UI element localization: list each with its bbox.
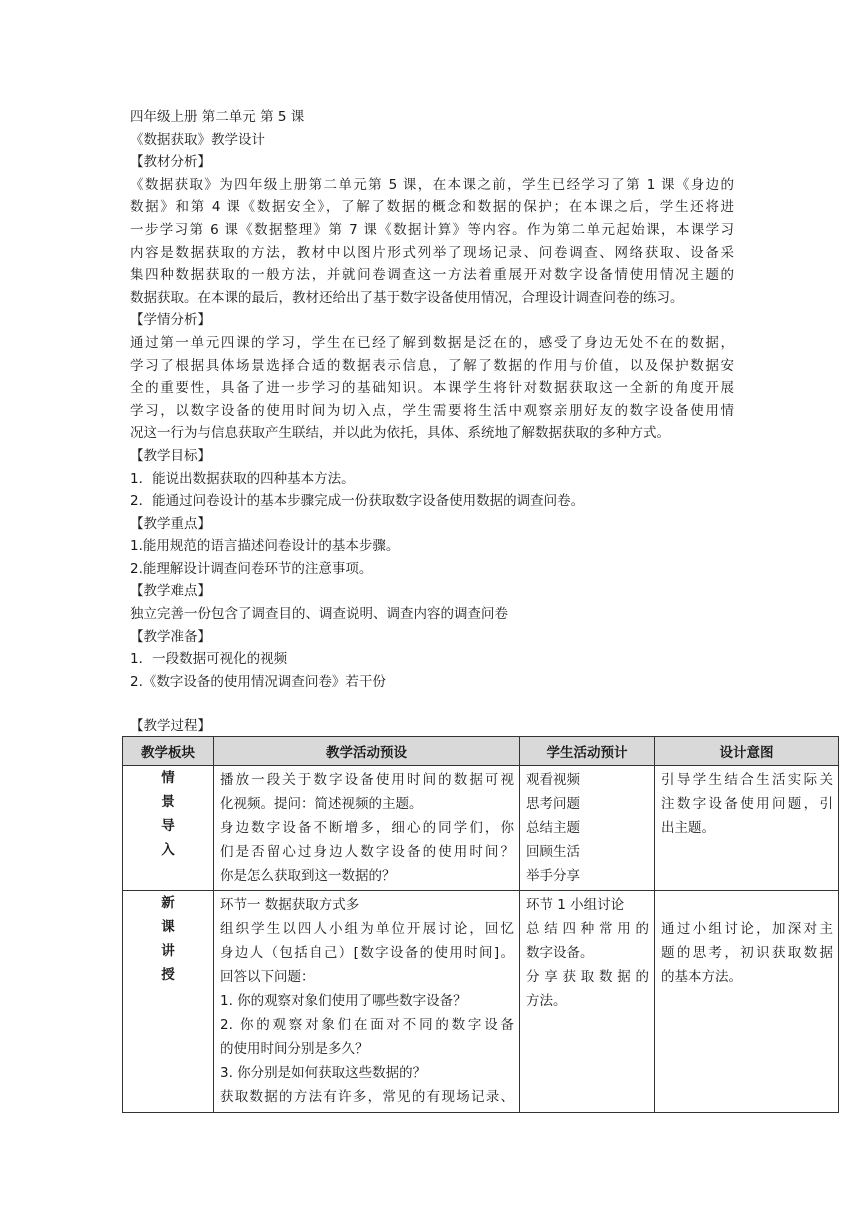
text-line: 内容是数据获取的方法，教材中以图片形式列举了现场记录、问卷调查、网络获取、设备采: [130, 244, 734, 261]
cell-line: 2. 你的观察对象们在面对不同的数字设备: [220, 1017, 514, 1033]
cell-line: 总结主题: [526, 820, 580, 836]
goal-item: 2．能通过问卷设计的基本步骤完成一份获取数字设备使用数据的调查问卷。: [130, 493, 585, 510]
cell-line: 分享获取数据的: [526, 969, 649, 985]
cell-line: 身边人（包括自己）[数字设备的使用时间]。: [220, 945, 514, 961]
text-line: 全的重要性，具备了进一步学习的基础知识。本课学生将针对数据获取这一全新的角度开展: [130, 380, 734, 397]
activity-cell: [214, 766, 520, 891]
design-intent-cell: [655, 891, 839, 1113]
cell-line: 环节一 数据获取方式多: [220, 897, 360, 913]
text-line: 一步学习第 6 课《数据整理》第 7 课《数据计算》等内容。作为第二单元起始课，本课学习: [130, 221, 734, 238]
section-cell: [123, 766, 214, 891]
cell-line: 回顾生活: [526, 844, 580, 860]
cell-line: 引导学生结合生活实际关: [661, 772, 833, 788]
section-char: 新: [161, 895, 175, 911]
section-char: 讲: [161, 943, 175, 959]
cell-line: 化视频。提问：简述视频的主题。: [220, 796, 423, 812]
grade-line: 四年级上册 第二单元 第 5 课: [130, 109, 305, 125]
preparation-heading: 【教学准备】: [130, 628, 211, 645]
document-title: 《数据获取》教学设计: [130, 131, 265, 148]
cell-line: 环节 1 小组讨论: [526, 897, 625, 913]
goal-heading: 【教学目标】: [130, 447, 211, 464]
cell-line: 你是怎么获取到这一数据的？: [220, 868, 396, 884]
cell-line: 观看视频: [526, 772, 580, 788]
preparation-item: 2.《数字设备的使用情况调查问卷》若干份: [130, 673, 386, 690]
text-line: 学习，以数字设备的使用时间为切入点，学生需要将生活中观察亲朋好友的数字设备使用情: [130, 402, 734, 419]
key-point-item: 1.能用规范的语言描述问卷设计的基本步骤。: [130, 538, 400, 555]
cell-line: 题的思考，初识获取数据: [661, 945, 833, 961]
section-cell: [123, 891, 214, 1113]
section-char: 导: [161, 818, 175, 834]
cell-line: 数字设备。: [526, 945, 594, 961]
activity-cell: [214, 891, 520, 1113]
student-activity-cell: [520, 766, 655, 891]
cell-line: 的基本方法。: [661, 969, 742, 985]
cell-line: 思考问题: [526, 796, 580, 812]
material-heading: 【教材分析】: [130, 154, 211, 171]
cell-line: 1. 你的观察对象们使用了哪些数字设备？: [220, 993, 467, 1009]
section-char: 授: [161, 967, 175, 983]
preparation-item: 1．一段数据可视化的视频: [130, 651, 288, 668]
text-line: 况这一行为与信息获取产生联结，并以此为依托，具体、系统地了解数据获取的多种方式。: [130, 425, 670, 442]
text-line: 集四种数据获取的一般方法，并就问卷调查这一方法着重展开对数字设备情使用情况主题的: [130, 267, 734, 284]
text-line: 数据》和第 4 课《数据安全》，了解了数据的概念和数据的保护；在本课之后，学生还将进: [130, 199, 734, 216]
cell-line: 3. 你分别是如何获取这些数据的？: [220, 1065, 427, 1081]
column-header: 教学活动预设: [214, 737, 520, 766]
student-activity-cell: [520, 891, 655, 1113]
cell-line: 组织学生以四人小组为单位开展讨论，回忆: [220, 921, 514, 937]
student-analysis-heading: 【学情分析】: [130, 312, 211, 329]
cell-line: 注数字设备使用问题，引: [661, 796, 833, 812]
cell-line: 的使用时间分别是多久？: [220, 1041, 369, 1057]
column-header: 学生活动预计: [520, 737, 655, 766]
key-points-heading: 【教学重点】: [130, 515, 211, 532]
key-point-item: 2.能理解设计调查问卷环节的注意事项。: [130, 560, 373, 577]
goal-item: 1．能说出数据获取的四种基本方法。: [130, 470, 355, 487]
section-char: 入: [161, 842, 175, 858]
teaching-process-table: [122, 736, 839, 1113]
material-paragraph: [130, 174, 734, 310]
table-row: [123, 891, 839, 1113]
process-heading: 【教学过程】: [130, 718, 211, 735]
table-header-row: [123, 737, 839, 766]
section-char: 景: [161, 794, 175, 810]
cell-line: 出主题。: [661, 820, 715, 836]
student-analysis-paragraph: [130, 332, 734, 445]
section-char: 情: [161, 770, 175, 786]
cell-line: 通过小组讨论，加深对主: [661, 921, 833, 937]
cell-line: 播放一段关于数字设备使用时间的数据可视: [220, 772, 514, 788]
table-row: [123, 766, 839, 891]
column-header: 设计意图: [655, 737, 839, 766]
difficulty-item: 独立完善一份包含了调查目的、调查说明、调查内容的调查问卷: [130, 606, 508, 623]
difficulty-heading: 【教学难点】: [130, 583, 211, 600]
column-header: 教学板块: [123, 737, 214, 766]
text-line: 数据获取。在本课的最后，教材还给出了基于数字设备使用情况，合理设计调查问卷的练习。: [130, 289, 684, 306]
cell-line: 身边数字设备不断增多，细心的同学们，你: [220, 820, 514, 836]
design-intent-cell: [655, 766, 839, 891]
cell-line: 们是否留心过身边人数字设备的使用时间？: [220, 844, 514, 860]
cell-line: 总结四种常用的: [526, 921, 649, 937]
text-line: 《数据获取》为四年级上册第二单元第 5 课，在本课之前，学生已经学习了第 1 课《身边的: [130, 176, 734, 193]
text-line: 通过第一单元四课的学习，学生在已经了解到数据是泛在的，感受了身边无处不在的数据，: [130, 334, 734, 351]
section-char: 课: [161, 919, 175, 935]
cell-line: 回答以下问题：: [220, 969, 315, 985]
cell-line: 方法。: [526, 993, 567, 1009]
document-body: [130, 106, 734, 738]
text-line: 学习了根据具体场景选择合适的数据表示信息，了解了数据的作用与价值，以及保护数据安: [130, 357, 734, 374]
cell-line: 获取数据的方法有许多，常见的有现场记录、: [220, 1089, 514, 1105]
cell-line: 举手分享: [526, 868, 580, 884]
